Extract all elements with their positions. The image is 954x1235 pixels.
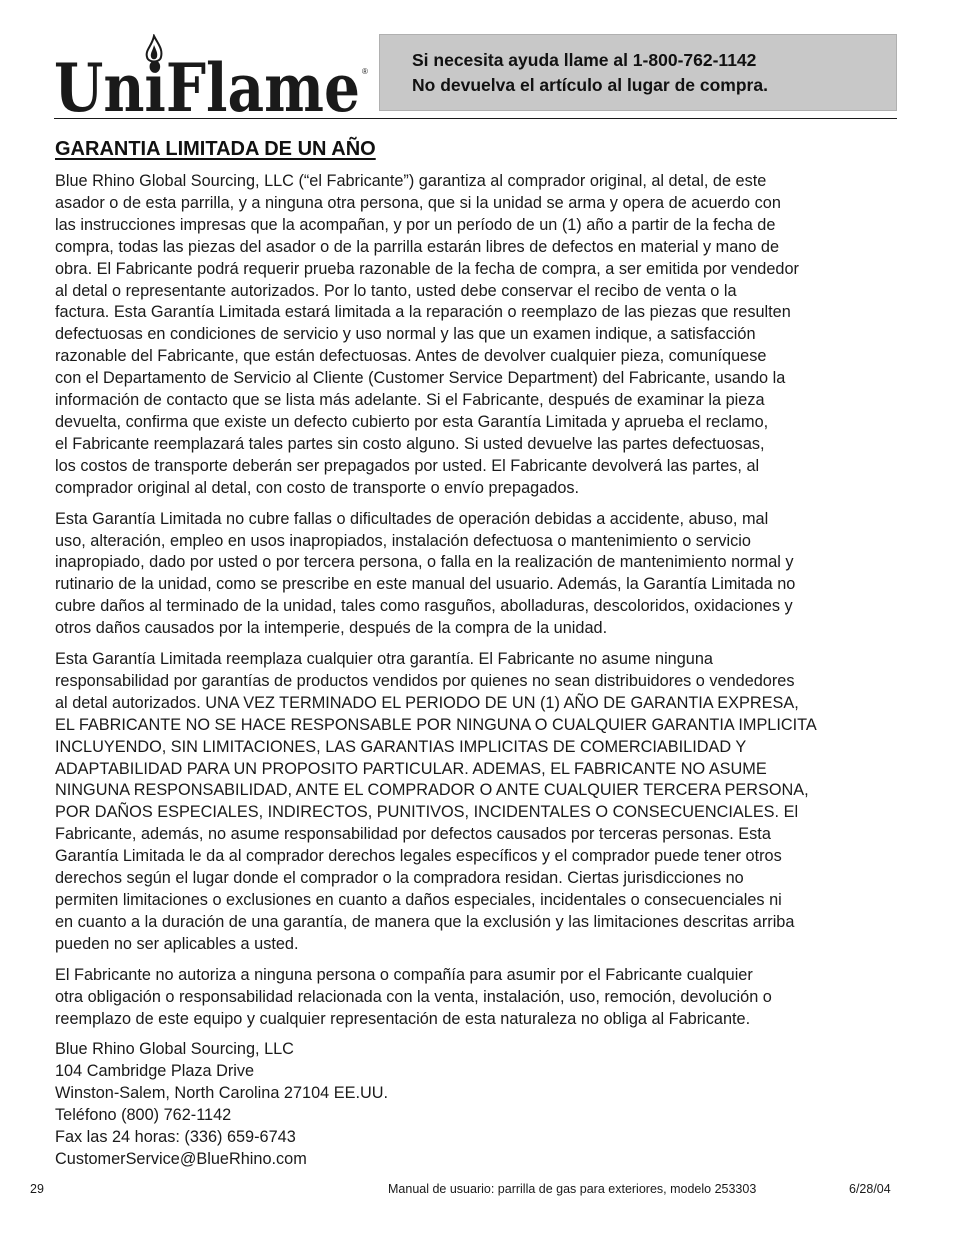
address-city: Winston-Salem, North Carolina 27104 EE.UU. — [55, 1084, 389, 1103]
help-phone-line: Si necesita ayuda llame al 1-800-762-1142 — [412, 49, 757, 70]
warranty-paragraph-coverage: Blue Rhino Global Sourcing, LLC (“el Fabricante”) garantiza al comprador original, al detal, de este asador o de esta parrilla, y a ninguna otra persona, que si la unidad se arma y opera de acuerdo con las instrucciones impresas que la acompañan, y por un período de un (1) año a partir de la fecha de compra, todas las piezas del asador o de la parrilla estarán libres de defectos en material y mano de obra. El Fabricante podrá requerir prueba razonable de la fecha de compra, a ser emitida por vendedor al detal o representante autorizados. Por lo tanto, usted debe conservar el recibo de venta o la factura. Esta Garantía Limitada estará limitada a la reparación o reemplazo de las piezas que resulten defectuosas en condiciones de servicio y uso normal y las que un examen indique, a satisfacción razonable del Fabricante, que están defectuosas. Antes de devolver cualquier pieza, comuníquese con el Departamento de Servicio al Cliente (Customer Service Department) del Fabricante, usando la información de contacto que se lista más adelante. Si el Fabricante, después de examinar la pieza devuelta, confirma que existe un defecto cubierto por esta Garantía Limitada y aprueba el reclamo, el Fabricante reemplazará tales partes sin costo alguno. Si usted devuelve las partes defectuosas, los costos de transporte deberán ser prepagados por usted. El Fabricante devolverá las partes, al comprador original al detal, con costo de transporte o envío prepagados. — [55, 172, 799, 497]
warranty-heading: GARANTIA LIMITADA DE UN AÑO — [55, 138, 376, 160]
warranty-body — [55, 171, 900, 1171]
uniflame-logo-graphic — [54, 34, 374, 116]
address-email: CustomerService@BlueRhino.com — [55, 1149, 307, 1168]
warranty-paragraph-disclaimer: Esta Garantía Limitada reemplaza cualquier otra garantía. El Fabricante no asume ninguna responsabilidad por garantías de productos vendidos por quienes no sean distribuidores o vendedores al detal autorizados. UNA VEZ TERMINADO EL PERIODO DE UN (1) AÑO DE GARANTIA EXPRESA, EL FABRICANTE NO SE HACE RESPONSABLE POR NINGUNA O CUALQUIER GARANTIA IMPLICITA INCLUYENDO, SIN LIMITACIONES, LAS GARANTIAS IMPLICITAS DE COMERCIABILIDAD Y ADAPTABILIDAD PARA UN PROPOSITO PARTICULAR. ADEMAS, EL FABRICANTE NO ASUME NINGUNA RESPONSABILIDAD, ANTE EL COMPRADOR O ANTE CUALQUIER TERCERA PERSONA, POR DAÑOS ESPECIALES, INDIRECTOS, PUNITIVOS, INCIDENTALES O CONSECUENCIALES. El Fabricante, además, no asume responsabilidad por defectos causados por terceras personas. Esta Garantía Limitada le da al comprador derechos legales específicos y el comprador puede tener otros derechos según el lugar donde el comprador o la compradora residan. Ciertas jurisdicciones no permiten limitaciones o exclusiones en cuanto a daños especiales, incidentales o consecuenciales ni en cuanto a la duración de una garantía, de manera que la exclusión y las limitaciones descritas arriba pueden no ser aplicables a usted. — [55, 650, 817, 953]
contact-address-block — [55, 1039, 900, 1170]
document-date: 6/28/04 — [849, 1182, 891, 1196]
return-notice-line: No devuelva el artículo al lugar de compra. — [412, 74, 768, 95]
help-callout-box — [379, 34, 897, 111]
warranty-paragraph-exclusions: Esta Garantía Limitada no cubre fallas o dificultades de operación debidas a accidente, abuso, mal uso, alteración, empleo en usos inapropiados, instalación defectuosa o mantenimiento o servicio inapropiado, dado por usted o por tercera persona, o falla en la realización de mantenimiento normal y rutinario de la unidad, como se prescribe en este manual del usuario. Además, la Garantía Limitada no cubre daños al terminado de la unidad, tales como rasguños, abolladuras, descoloridos, oxidaciones y otros daños causados por la intemperie, después de la compra de la unidad. — [55, 509, 796, 638]
brand-logo — [54, 34, 374, 116]
registered-mark-icon: ® — [362, 67, 368, 76]
manual-title: Manual de usuario: parrilla de gas para exteriores, modelo 253303 — [388, 1182, 757, 1196]
address-company: Blue Rhino Global Sourcing, LLC — [55, 1040, 294, 1059]
header-divider — [54, 118, 897, 119]
address-phone: Teléfono (800) 762-1142 — [55, 1106, 232, 1125]
logo-wordmark: UniFlame — [54, 49, 360, 116]
address-fax: Fax las 24 horas: (336) 659-6743 — [55, 1128, 296, 1147]
address-street: 104 Cambridge Plaza Drive — [55, 1062, 255, 1081]
page-footer — [30, 1182, 900, 1202]
page-number: 29 — [30, 1182, 44, 1196]
warranty-paragraph-authorization: El Fabricante no autoriza a ninguna persona o compañía para asumir por el Fabricante cualquier otra obligación o responsabilidad relacionada con la venta, instalación, uso, remoción, devolución o reemplazo de este equipo y cualquier representación de esta naturaleza no obliga al Fabricante. — [55, 965, 772, 1028]
